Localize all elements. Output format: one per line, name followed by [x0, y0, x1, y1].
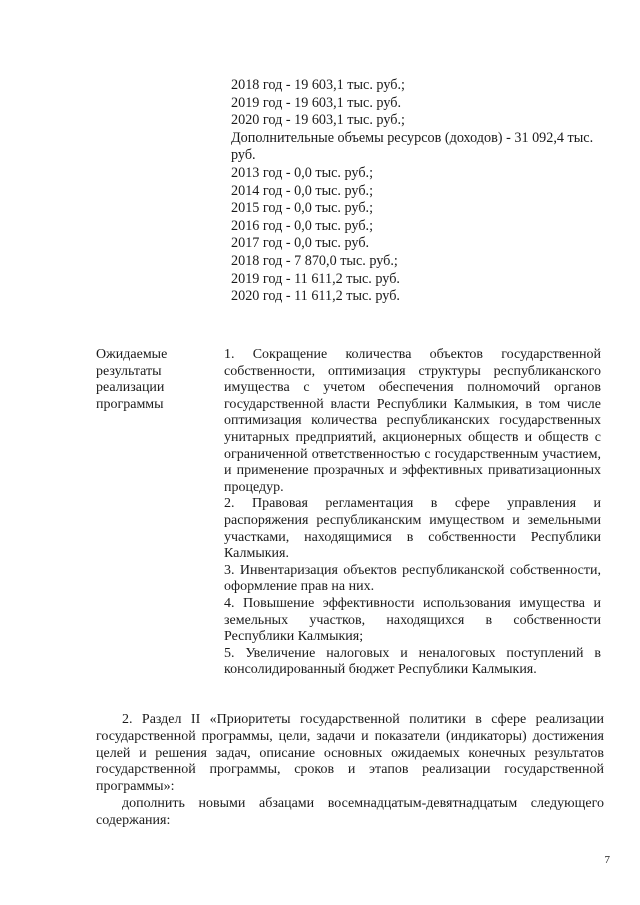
funding-line: 2020 год - 11 611,2 тыс. руб. — [231, 288, 400, 305]
page-number: 7 — [604, 854, 610, 866]
expected-results-content — [224, 347, 601, 679]
result-item: 2. Правовая регламентация в сфере управления и распоряжения республиканским имуществом и земельными участками, находящимися в собственности Республики Калмыкия. — [224, 496, 601, 562]
funding-line: 2014 год - 0,0 тыс. руб.; — [231, 182, 374, 199]
section-paragraph: дополнить новыми абзацами восемнадцатым-девятнадцатым следующего содержания: — [96, 795, 604, 828]
result-item: 5. Увеличение налоговых и неналоговых поступлений в консолидированный бюджет Республики Калмыкия. — [224, 645, 601, 678]
section-amendment — [96, 712, 604, 830]
result-item: 1. Сокращение количества объектов государственной собственности, оптимизация структуры республиканского имущества с учетом обеспечения полномочий органов государственной власти Республики Калмыкия, в том числе оптимизация количества республиканских государственных унитарных предприятий, акционерных обществ и обществ с ограниченной ответственностью с государственным участием, и применение прозрачных и эффективных приватизационных процедур. — [224, 347, 601, 495]
funding-line: 2017 год - 0,0 тыс. руб. — [231, 235, 370, 252]
funding-line: 2020 год - 19 603,1 тыс. руб.; — [231, 112, 405, 129]
funding-line: Дополнительные объемы ресурсов (доходов) - 31 092,4 тыс. руб. — [231, 129, 594, 164]
funding-line: 2018 год - 7 870,0 тыс. руб.; — [231, 252, 398, 269]
funding-line: 2013 год - 0,0 тыс. руб.; — [231, 164, 374, 181]
funding-line: 2019 год - 19 603,1 тыс. руб. — [231, 94, 402, 111]
label-line: Ожидаемые — [96, 347, 168, 362]
result-item: 4. Повышение эффективности использования имущества и земельных участков, находящихся в собственности Республики Калмыкия; — [224, 595, 601, 645]
funding-line: 2016 год - 0,0 тыс. руб.; — [231, 217, 374, 234]
expected-results-label — [96, 347, 206, 413]
funding-line: 2015 год - 0,0 тыс. руб.; — [231, 200, 374, 217]
section-paragraph: 2. Раздел II «Приоритеты государственной политики в сфере реализации государственной программы, цели, задачи и показатели (индикаторы) достижения целей и решения задач, описание основных ожидаемых конечных результатов государственной программы, сроков и этапов реализации государственной программы»: — [96, 712, 604, 795]
funding-line: 2018 год - 19 603,1 тыс. руб.; — [231, 77, 405, 93]
label-line: результаты — [96, 363, 162, 379]
funding-line: 2019 год - 11 611,2 тыс. руб. — [231, 270, 400, 287]
label-line: программы — [96, 396, 164, 412]
funding-schedule — [231, 77, 603, 306]
result-item: 3. Инвентаризация объектов республиканской собственности, оформление прав на них. — [224, 562, 601, 595]
label-line: реализации — [96, 380, 165, 395]
